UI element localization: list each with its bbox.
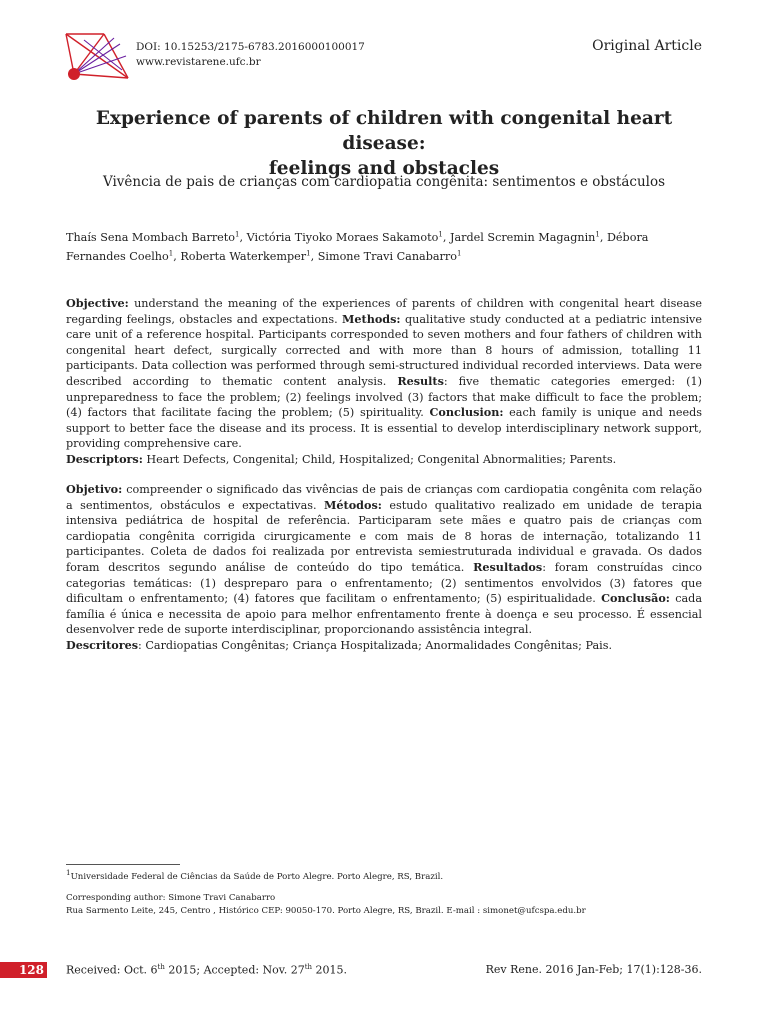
abstract-english (66, 296, 702, 468)
abstract-body: Objetivo: compreender o significado das vivências de pais de crianças com cardiopatia congênita com relação a sentimentos, obstáculos e expectativas. Métodos: estudo qualitativo realizado em unidade de terapia intensiva pediátrica de hospital de referência. Participaram sete mães e quatro pais de crianças com cardiopatia congênita corrigida cirurgicamente e com mais de 8 horas de internação, totalizando 11 participantes. Coleta de dados foi realizada por entrevista semiestruturada individual e gravada. Os dados foram descritos segundo análise de conteúdo do tipo temática. Resultados: foram construídas cinco categorias temáticas: (1) despreparo para o enfrentamento; (2) sentimentos envolvidos (3) fatores que dificultam o enfrentamento; (4) fatores que facilitam o enfrentamento; (5) espiritualidade. Conclusão: cada família é única e necessita de apoio para melhor enfrentamento frente à doença e seu processo. É essencial desenvolver rede de suporte interdisciplinar, proporcionando assistência integral. (66, 482, 702, 637)
author: Victória Tiyoko Moraes Sakamoto$^1$, (246, 230, 450, 244)
title-line-1: Experience of parents of children with congenital heart disease: (95, 108, 673, 154)
correspondence-footnote (66, 892, 586, 918)
abstract-body: Objective: understand the meaning of the experiences of parents of children with congenital heart disease regarding feelings, obstacles and expectations. Methods: qualitative study conducted at a pediatric intensive care unit of a reference hospital. Participants corresponded to seven mothers and four fathers of children with congenital heart defect, surgically corrected and with more than 8 hours of admission, totalling 11 participants. Data collection was performed through semi-structured individual recorded interviews. Data were described according to thematic content analysis. Results: five thematic categories emerged: (1) unpreparedness to face the problem; (2) feelings involved (3) factors that make difficult to face the problem; (4) factors that facilitate facing the problem; (5) spirituality. Conclusion: each family is unique and needs support to better face the disease and its process. It is essential to develop interdisciplinary network support, providing comprehensive care. (66, 296, 702, 451)
article-type-label: Original Article (592, 38, 702, 54)
received-accepted-dates: Received: Oct. 6th 2015; Accepted: Nov. 27th 2015. (66, 963, 348, 977)
author: Débora Fernandes Coelho$^1$, (66, 230, 649, 264)
author-list (66, 226, 702, 265)
author: Thaís Sena Mombach Barreto$^1$, (66, 230, 247, 244)
corresponding-author: Corresponding author: Simone Travi Canabarro (66, 893, 276, 903)
abstract-portuguese (66, 482, 702, 654)
page-number-tab (0, 962, 47, 978)
author: Jardel Scremin Magagnin$^1$, (449, 230, 607, 244)
doi-text: DOI: 10.15253/2175-6783.2016000100017 (136, 41, 365, 53)
doi-block (136, 40, 365, 70)
author: Roberta Waterkemper$^1$, (180, 249, 318, 264)
author: Simone Travi Canabarro$^1$ (317, 249, 462, 264)
descriptors: Descriptors: Heart Defects, Congenital; Child, Hospitalized; Congenital Abnormalities; Parents. (66, 451, 617, 466)
journal-citation: Rev Rene. 2016 Jan-Feb; 17(1):128-36. (485, 963, 702, 976)
footnote-divider (66, 864, 180, 865)
website-link[interactable]: www.revistarene.ufc.br (136, 56, 261, 68)
journal-logo-icon (64, 30, 130, 80)
affiliation-footnote: $^1$Universidade Federal de Ciências da Saúde de Porto Alegre. Porto Alegre, RS, Brazil. (66, 868, 444, 882)
descritores: Descritores: Cardiopatias Congênitas; Criança Hospitalizada; Anormalidades Congênitas; Pais. (66, 637, 613, 652)
paper-subtitle: Vivência de pais de crianças com cardiopatia congênita: sentimentos e obstáculos (102, 174, 666, 190)
corresponding-address: Rua Sarmento Leite, 245, Centro , Histórico CEP: 90050-170. Porto Alegre, RS, Brazil. E-mail : simonet@ufcspa.edu.br (66, 906, 586, 916)
page-number: 128 (18, 963, 44, 977)
paper-title (66, 106, 702, 181)
title-line-2: feelings and obstacles (268, 158, 500, 179)
